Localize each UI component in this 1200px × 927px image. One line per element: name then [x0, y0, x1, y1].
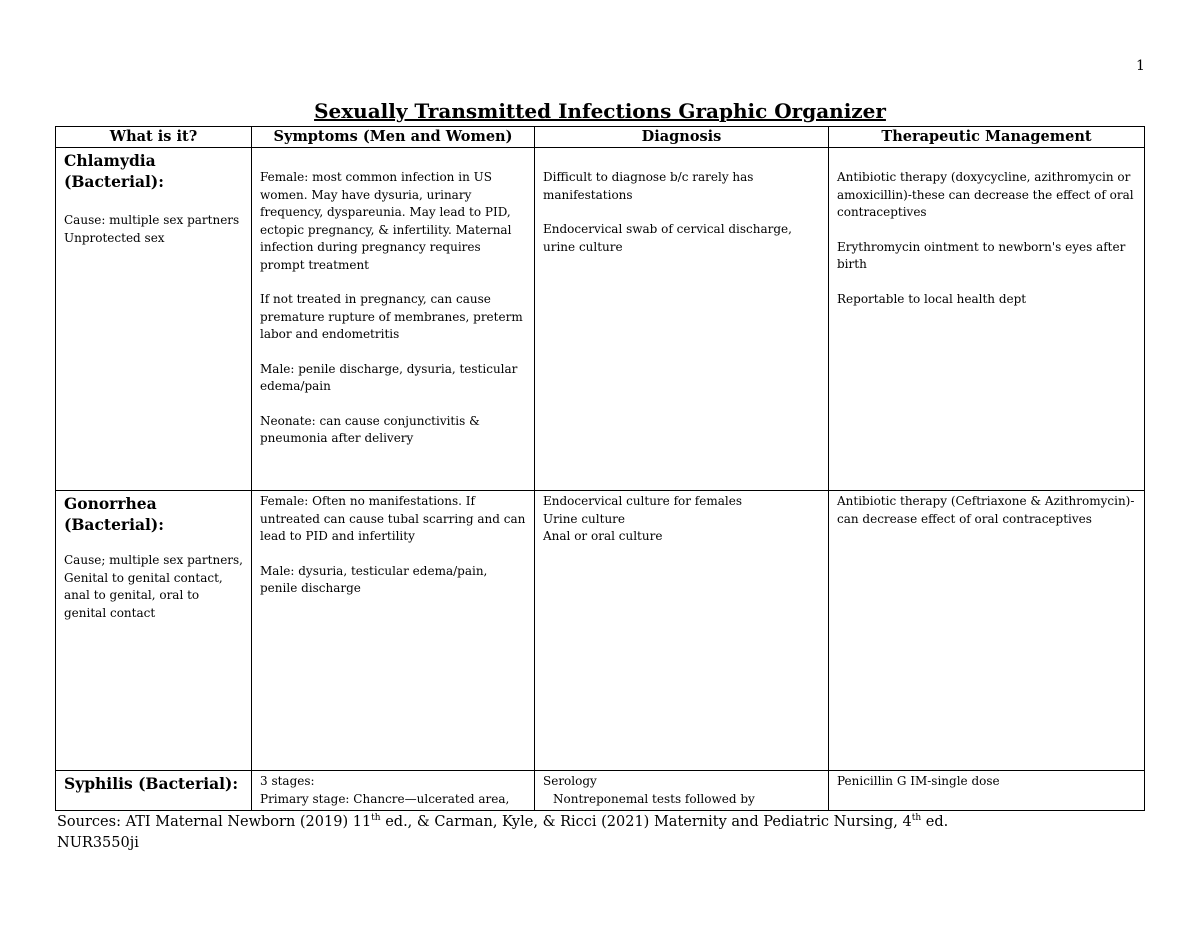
cell-gonorrhea-what [56, 491, 252, 771]
column-header-what: What is it? [56, 127, 252, 148]
table-row-gonorrhea [56, 491, 1145, 771]
page-number: 1 [1136, 58, 1145, 74]
cause-text: Unprotected sex [64, 230, 165, 245]
document-title: Sexually Transmitted Infections Graphic Organizer [314, 99, 886, 123]
cell-chlamydia-management [829, 148, 1145, 491]
diagnosis-text: Anal or oral culture [543, 529, 663, 543]
symptom-text: 3 stages: [260, 774, 315, 788]
organizer-table [55, 126, 1145, 811]
disease-name: Chlamydia (Bacterial): [64, 151, 164, 191]
symptom-text: Female: most common infection in US women. May have dysuria, urinary frequency, dyspareunia. May lead to PID, ectopic pregnancy, & infertility. Maternal infection during pregnancy requires prompt treatment [260, 170, 512, 272]
sources-citation [57, 808, 948, 833]
cause-text: Cause: multiple sex partners [64, 213, 240, 227]
cause-text: Genital to genital contact, anal to genital, oral to genital contact [64, 570, 223, 620]
diagnosis-text: Endocervical culture for females [543, 494, 742, 508]
cell-chlamydia-symptoms [252, 148, 535, 491]
column-header-management: Therapeutic Management [829, 127, 1145, 148]
management-text: Antibiotic therapy (doxycycline, azithromycin or amoxicillin)-these can decrease the effect of oral contraceptives [837, 170, 1134, 219]
cell-syphilis-management [829, 771, 1145, 811]
disease-name: Gonorrhea (Bacterial): [64, 494, 164, 534]
management-text: Reportable to local health dept [837, 291, 1027, 306]
management-text: Erythromycin ointment to newborn's eyes after birth [837, 239, 1126, 271]
header-row [56, 127, 1145, 148]
cell-gonorrhea-symptoms [252, 491, 535, 771]
symptom-text: Male: penile discharge, dysuria, testicular edema/pain [260, 361, 518, 393]
citation-text: ed., & Carman, Kyle, & Ricci (2021) Maternity and Pediatric Nursing, 4 [380, 813, 912, 830]
table-row-chlamydia [56, 148, 1145, 491]
diagnosis-text: Serology [543, 774, 597, 788]
citation-superscript: th [911, 813, 922, 823]
symptom-text: Primary stage: Chancre—ulcerated area, [260, 791, 510, 806]
diagnosis-text: Nontreponemal tests followed by [553, 791, 755, 806]
citation-text: ed. [921, 813, 949, 830]
column-header-symptoms: Symptoms (Men and Women) [252, 127, 535, 148]
management-text: Antibiotic therapy (Ceftriaxone & Azithromycin)-can decrease effect of oral contraceptives [837, 494, 1135, 526]
cell-gonorrhea-management [829, 491, 1145, 771]
sources-footer [57, 808, 948, 854]
symptom-text: If not treated in pregnancy, can cause premature rupture of membranes, preterm labor and endometritis [260, 292, 523, 341]
column-header-diagnosis: Diagnosis [535, 127, 829, 148]
symptom-text: Neonate: can cause conjunctivitis & pneumonia after delivery [260, 413, 480, 445]
citation-text: Sources: ATI Maternal Newborn (2019) 11 [57, 813, 372, 830]
cause-text: Cause; multiple sex partners, [64, 553, 243, 567]
symptom-text: Male: dysuria, testicular edema/pain, penile discharge [260, 563, 488, 595]
cell-chlamydia-diagnosis [535, 148, 829, 491]
diagnosis-text: Difficult to diagnose b/c rarely has manifestations [543, 170, 754, 202]
cell-syphilis-what [56, 771, 252, 811]
symptom-text: Female: Often no manifestations. If untreated can cause tubal scarring and can lead to PID and infertility [260, 494, 526, 543]
diagnosis-text: Endocervical swab of cervical discharge, urine culture [543, 222, 792, 254]
citation-superscript: th [371, 813, 381, 823]
management-text: Penicillin G IM-single dose [837, 774, 1000, 788]
diagnosis-text: Urine culture [543, 511, 626, 526]
cell-gonorrhea-diagnosis [535, 491, 829, 771]
course-code: NUR3550ji [57, 834, 139, 851]
cell-syphilis-diagnosis [535, 771, 829, 811]
disease-name: Syphilis (Bacterial): [64, 774, 239, 793]
cell-syphilis-symptoms [252, 771, 535, 811]
cell-chlamydia-what [56, 148, 252, 491]
table-row-syphilis [56, 771, 1145, 811]
